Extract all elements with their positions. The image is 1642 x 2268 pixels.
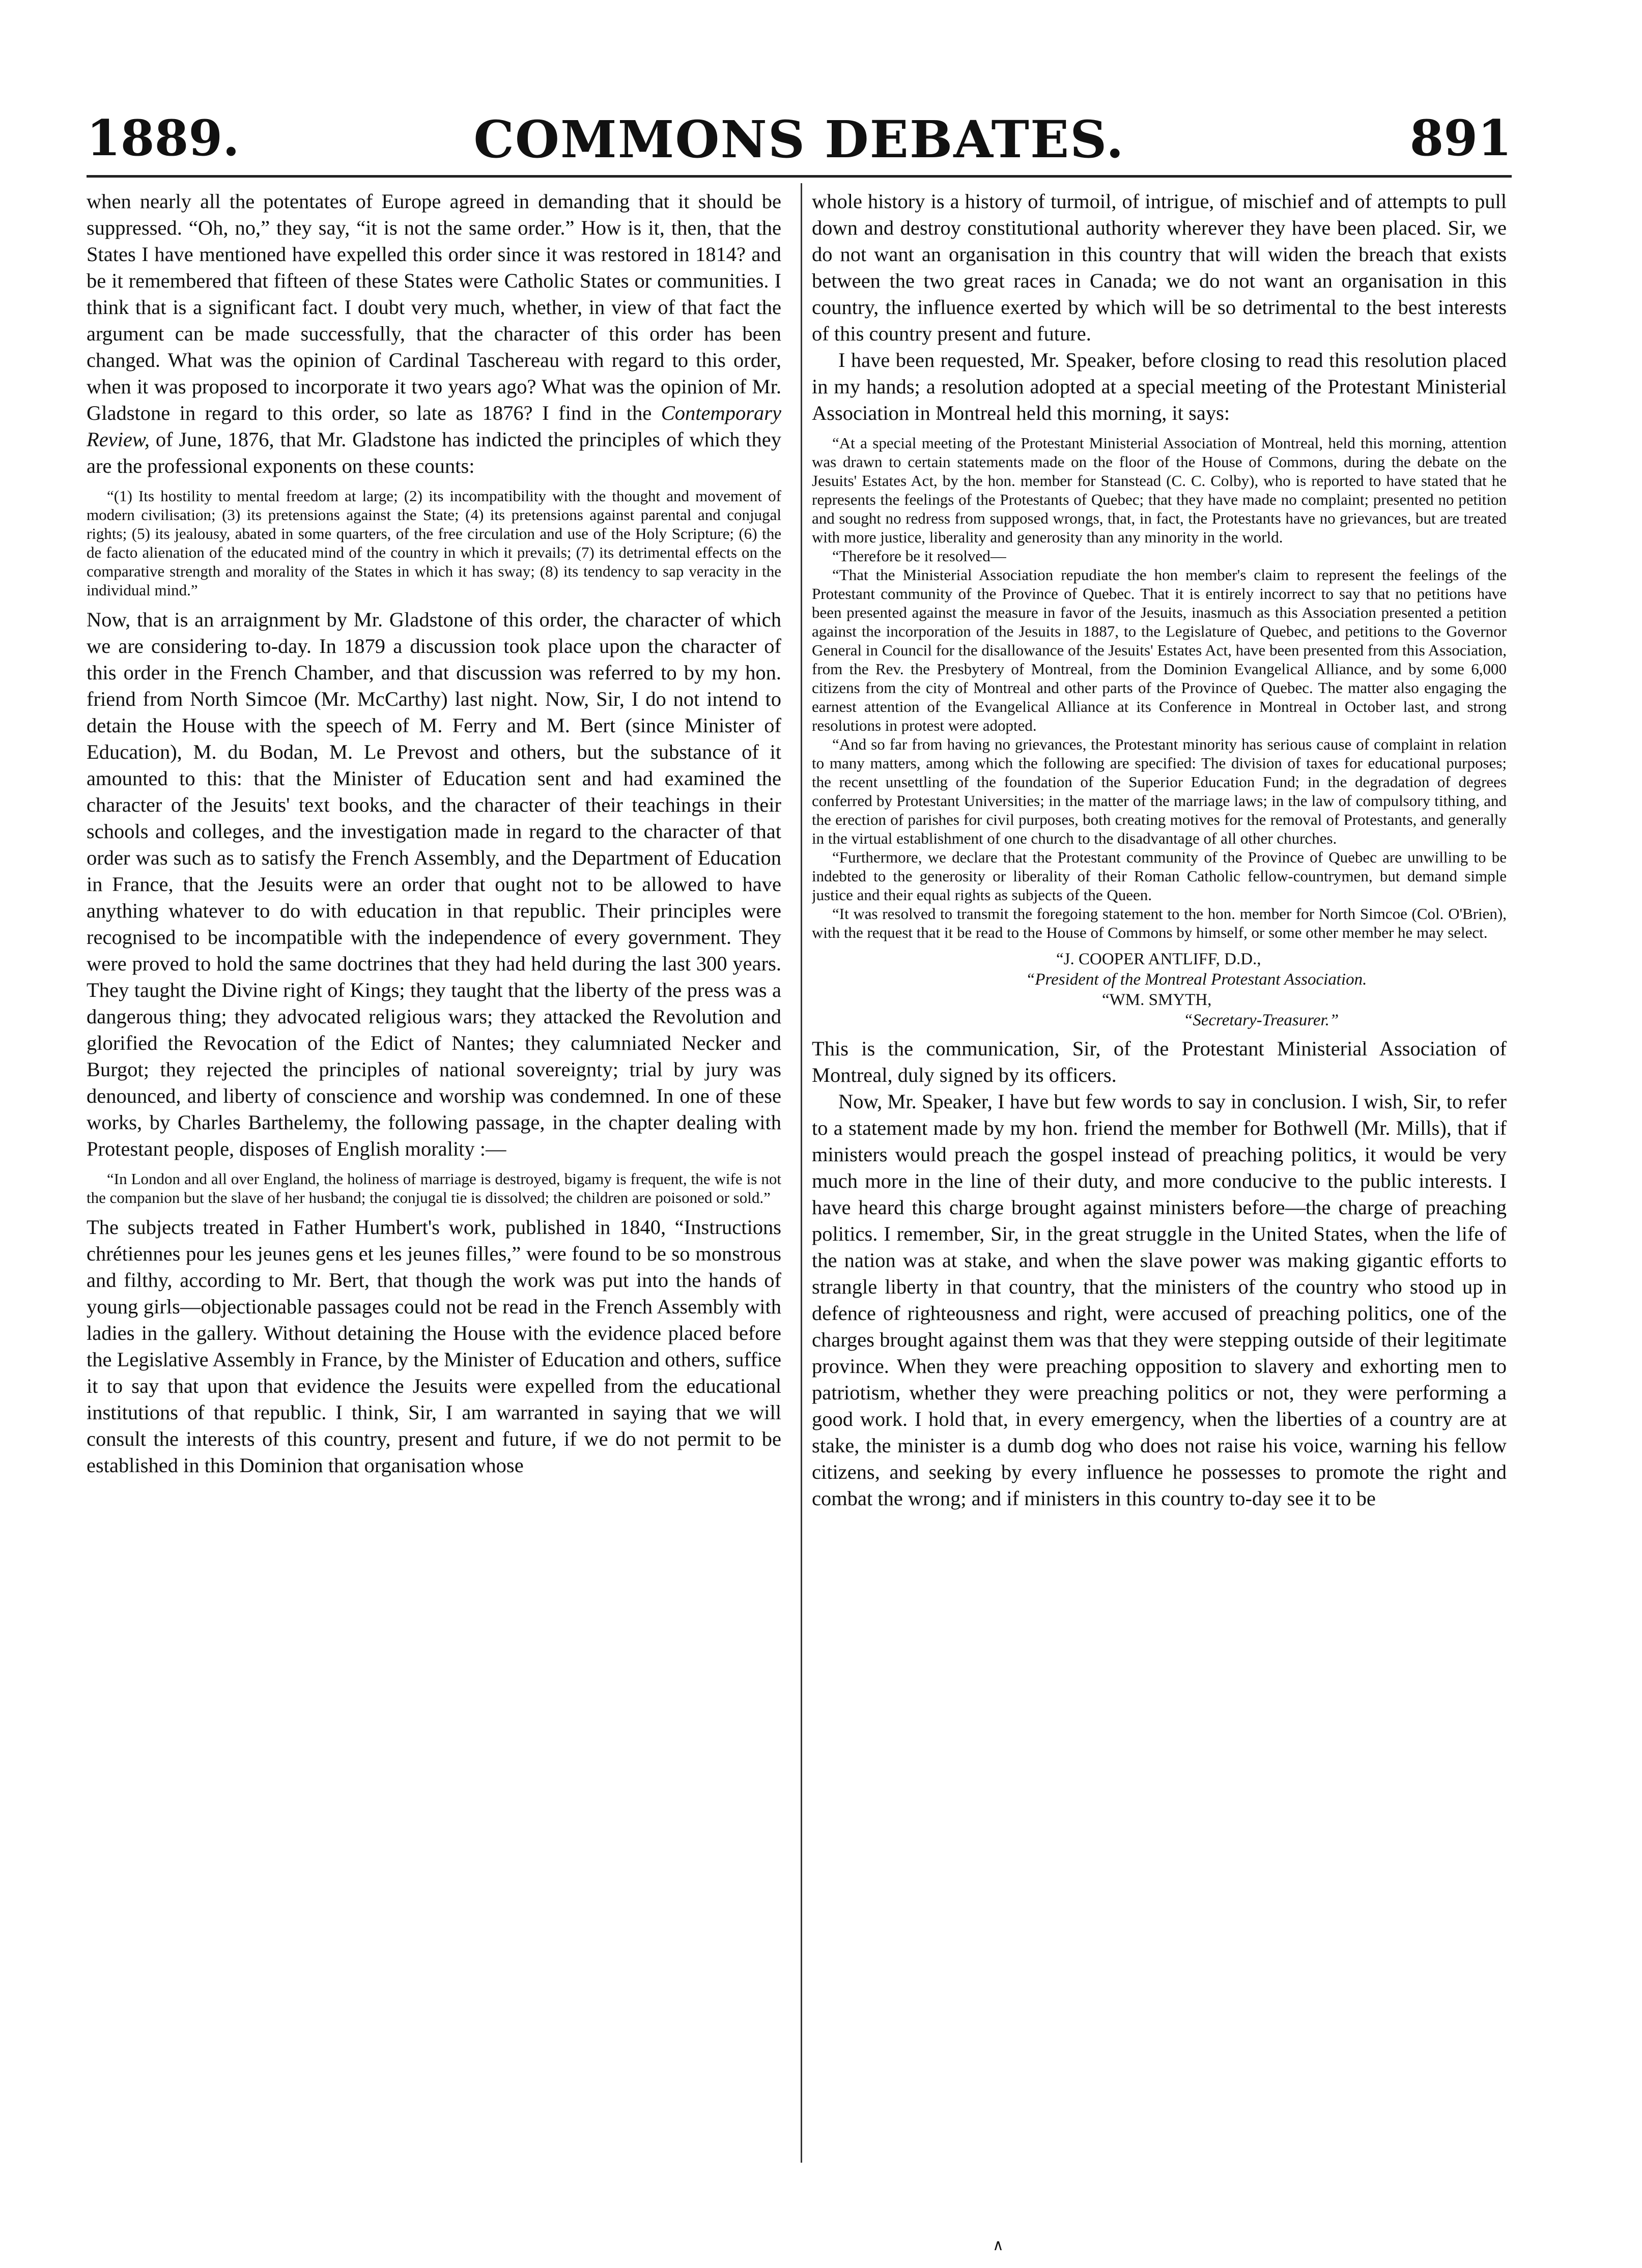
bottom-mark: ∧	[993, 2237, 1004, 2254]
right-paragraph-4: Now, Mr. Speaker, I have but few words to say in conclusion. I wish, Sir, to refer to a statement made by my hon. friend the member for Bothwell (Mr. Mills), that if ministers would preach the gospel instead of preaching politics, it would be very much more in the line of their duty, and more conducive to the public interests. I have heard this charge brought against ministers before—the charge of preaching politics. I remember, Sir, in the great struggle in the United States, when the life of the nation was at stake, and when the slave power was making gigantic efforts to strangle liberty in that country, that the ministers of the country who stood up in defence of righteousness and right, were accused of preaching politics, one of the charges brought against them was that they were stepping outside of their legitimate province. When they were preaching opposition to slavery and exhorting men to patriotism, whether they were preaching politics or not, they were performing a good work. I hold that, in every emergency, when the liberties of a country are at stake, the minister is a dumb dog who does not raise his voice, warning his fellow citizens, and seeking by every influence he possesses to promote the right and combat the wrong; and if ministers in this country to-day see it to be	[812, 1090, 1507, 1510]
signature-title-1: “President of the Montreal Protestant Association.	[1026, 970, 1367, 989]
signature-title-2: “Secretary-Treasurer.”	[1183, 1011, 1339, 1029]
resolution-q2: “Therefore be it resolved—	[832, 547, 1006, 565]
left-p1-italic: Contemporary Review,	[87, 401, 781, 451]
header-title: COMMONS DEBATES.	[473, 109, 1125, 169]
right-paragraph-3: This is the communication, Sir, of the Protestant Ministerial Association of Montreal, duly signed by its officers.	[812, 1037, 1507, 1086]
column-divider	[801, 183, 802, 2163]
left-quote-2-text: “In London and all over England, the holiness of marriage is destroyed, bigamy is frequent, the wife is not the companion but the slave of her husband; the conjugal tie is dissolved; the children are poisoned or sold.”	[87, 1170, 781, 1207]
resolution-q5: “Furthermore, we declare that the Protestant community of the Province of Quebec are unwilling to be indebted to the generosity or liberality of their Roman Catholic fellow-countrymen, but demand simple justice and their equal rights as subjects of the Queen.	[812, 848, 1507, 904]
left-column	[87, 188, 781, 2152]
left-p1-text: when nearly all the potentates of Europe agreed in demanding that it should be suppressed. “Oh, no,” they say, “it is not the same order.” How is it, then, that the States I have mentioned have expelled this order since it was restored in 1814? and be it remembered that fifteen of these States were Catholic States or communities. I think that is a significant fact. I doubt very much, whether, in view of that fact the argument can be made successfully, that the character of this order has been changed. What was the opinion of Cardinal Taschereau with regard to this order, when it was proposed to incorporate it two years ago? What was the opinion of Mr. Gladstone in regard to this order, so late as 1876? I find in the	[87, 190, 781, 424]
right-paragraph-2: I have been requested, Mr. Speaker, before closing to read this resolution placed in my hands; a resolution adopted at a special meeting of the Protestant Ministerial Association in Montreal held this morning, it says:	[812, 349, 1507, 424]
resolution-q3: “That the Ministerial Association repudiate the hon member's claim to represent the feelings of the Protestant community of the Province of Quebec. That it is entirely incorrect to say that no petitions have been presented against the measure in favor of the Jesuits, inasmuch as this Association presented a petition against the incorporation of the Jesuits in 1887, to the Legislature of Quebec, and petitions to the Governor General in Council for the disallowance of the Jesuits' Estates Act, have been presented from this Association, from the Rev. the Presbytery of Montreal, from the Dominion Evangelical Alliance, and by some 6,000 citizens from the city of Montreal and other parts of the Province of Quebec. The matter also engaging the earnest attention of the Evangelical Alliance at its Conference in Montreal in October last, and strong resolutions in protest were adopted.	[812, 566, 1507, 734]
page-header	[87, 109, 1512, 176]
header-page-number: 891	[1409, 109, 1512, 167]
signature-block	[812, 949, 1507, 1030]
left-paragraph-1	[87, 188, 781, 479]
right-column	[812, 188, 1507, 2152]
left-paragraph-3: The subjects treated in Father Humbert's work, published in 1840, “Instructions chrétiennes pour les jeunes gens et les jeunes filles,” were found to be so monstrous and filthy, according to Mr. Bert, that though the work was put into the hands of young girls—objectionable passages could not be read in the French Assembly with ladies in the gallery. Without detaining the House with the evidence placed before the Legislative Assembly in France, by the Minister of Education and others, suffice it to say that upon that evidence the Jesuits were expelled from the educational institutions of that republic. I think, Sir, I am warranted in saying that we will consult the interests of this country, present and future, if we do not permit to be established in this Dominion that organisation whose	[87, 1216, 781, 1477]
left-paragraph-2: Now, that is an arraignment by Mr. Gladstone of this order, the character of which we are considering to-day. In 1879 a discussion took place upon the character of this order in the French Chamber, and that discussion was referred to by my hon. friend from North Simcoe (Mr. McCarthy) last night. Now, Sir, I do not intend to detain the House with the speech of M. Ferry and M. Bert (since Minister of Education), M. du Bodan, M. Le Prevost and others, but the substance of it amounted to this: that the Minister of Education sent and had examined the character of the Jesuits' text books, and the character of their teachings in their schools and colleges, and the investigation made in regard to the character of that order was such as to satisfy the French Assembly, and the Department of Education in France, that the Jesuits were an order that ought not to be allowed to have anything whatever to do with education in that republic. Their principles were recognised to be incompatible with the independence of every government. They were proved to hold the same doctrines that they had held during the last 300 years. They taught the Divine right of Kings; they taught that the liberty of the press was a dangerous thing; they advocated religious wars; they attacked the Revolution and glorified the Revocation of the Edict of Nantes; they calumniated Necker and Burgot; they rejected the principles of national sovereignty; trial by jury was denounced, and liberty of conscience and worship was condemned. In one of these works, by Charles Barthelemy, the following passage, in the chapter dealing with Protestant people, disposes of English morality :—	[87, 608, 781, 1160]
resolution-q1: “At a special meeting of the Protestant Ministerial Association of Montreal, held this morning, attention was drawn to certain statements made on the floor of the House of Commons, during the debate on the Jesuits' Estates Act, by the hon. member for Stanstead (C. C. Colby), who is reported to have stated that he represents the feelings of the Protestants of Quebec; that they have made no complaint; presented no petition and sought no redress from supposed wrongs, that, in fact, the Protestants have no grievances, but are treated with more justice, liberality and generosity than any minority in the world.	[812, 434, 1507, 546]
resolution-q6: “It was resolved to transmit the foregoing statement to the hon. member for North Simcoe (Col. O'Brien), with the request that it be read to the House of Commons by himself, or some other member he may select.	[812, 905, 1507, 941]
signature-name-1: “J. COOPER ANTLIFF, D.D.,	[1056, 950, 1261, 968]
header-rule	[87, 175, 1512, 178]
left-quote-2	[87, 1169, 781, 1207]
signature-name-2: “WM. SMYTH,	[1102, 991, 1212, 1009]
left-p1-end: of June, 1876, that Mr. Gladstone has indicted the principles of which they are the professional exponents on these counts:	[87, 428, 781, 477]
left-quote-1-text: “(1) Its hostility to mental freedom at large; (2) its incompatibility with the thought and movement of modern civilisation; (3) its pretensions against the State; (4) its pretensions against parental and conjugal rights; (5) its jealousy, abated in some quarters, of the free circulation and use of the Holy Scripture; (6) the de facto alienation of the educated mind of the country in which it prevails; (7) its detrimental effects on the comparative strength and morality of the States in which it has sway; (8) its tendency to sap veracity in the individual mind.”	[87, 487, 781, 599]
header-year: 1889.	[87, 109, 240, 167]
resolution-q4: “And so far from having no grievances, the Protestant minority has serious cause of complaint in relation to many matters, among which the following are specified: The division of taxes for educational purposes; the recent unsettling of the foundation of the Superior Education Fund; in the degradation of degrees conferred by Protestant Universities; in the matter of the marriage laws; in the law of compulsory tithing, and the erection of parishes for civil purposes, both creating motives for the removal of Protestants, and generally in the virtual establishment of one church to the disadvantage of all other churches.	[812, 735, 1507, 847]
right-paragraph-1: whole history is a history of turmoil, of intrigue, of mischief and of attempts to pull down and destroy constitutional authority wherever they have been placed. Sir, we do not want an organisation in this country that will widen the breach that exists between the two great races in Canada; we do not want an organisation in this country, the influence exerted by which will be so detrimental to the best interests of this country present and future.	[812, 190, 1507, 345]
left-quote-1	[87, 486, 781, 599]
resolution-quote	[812, 434, 1507, 942]
